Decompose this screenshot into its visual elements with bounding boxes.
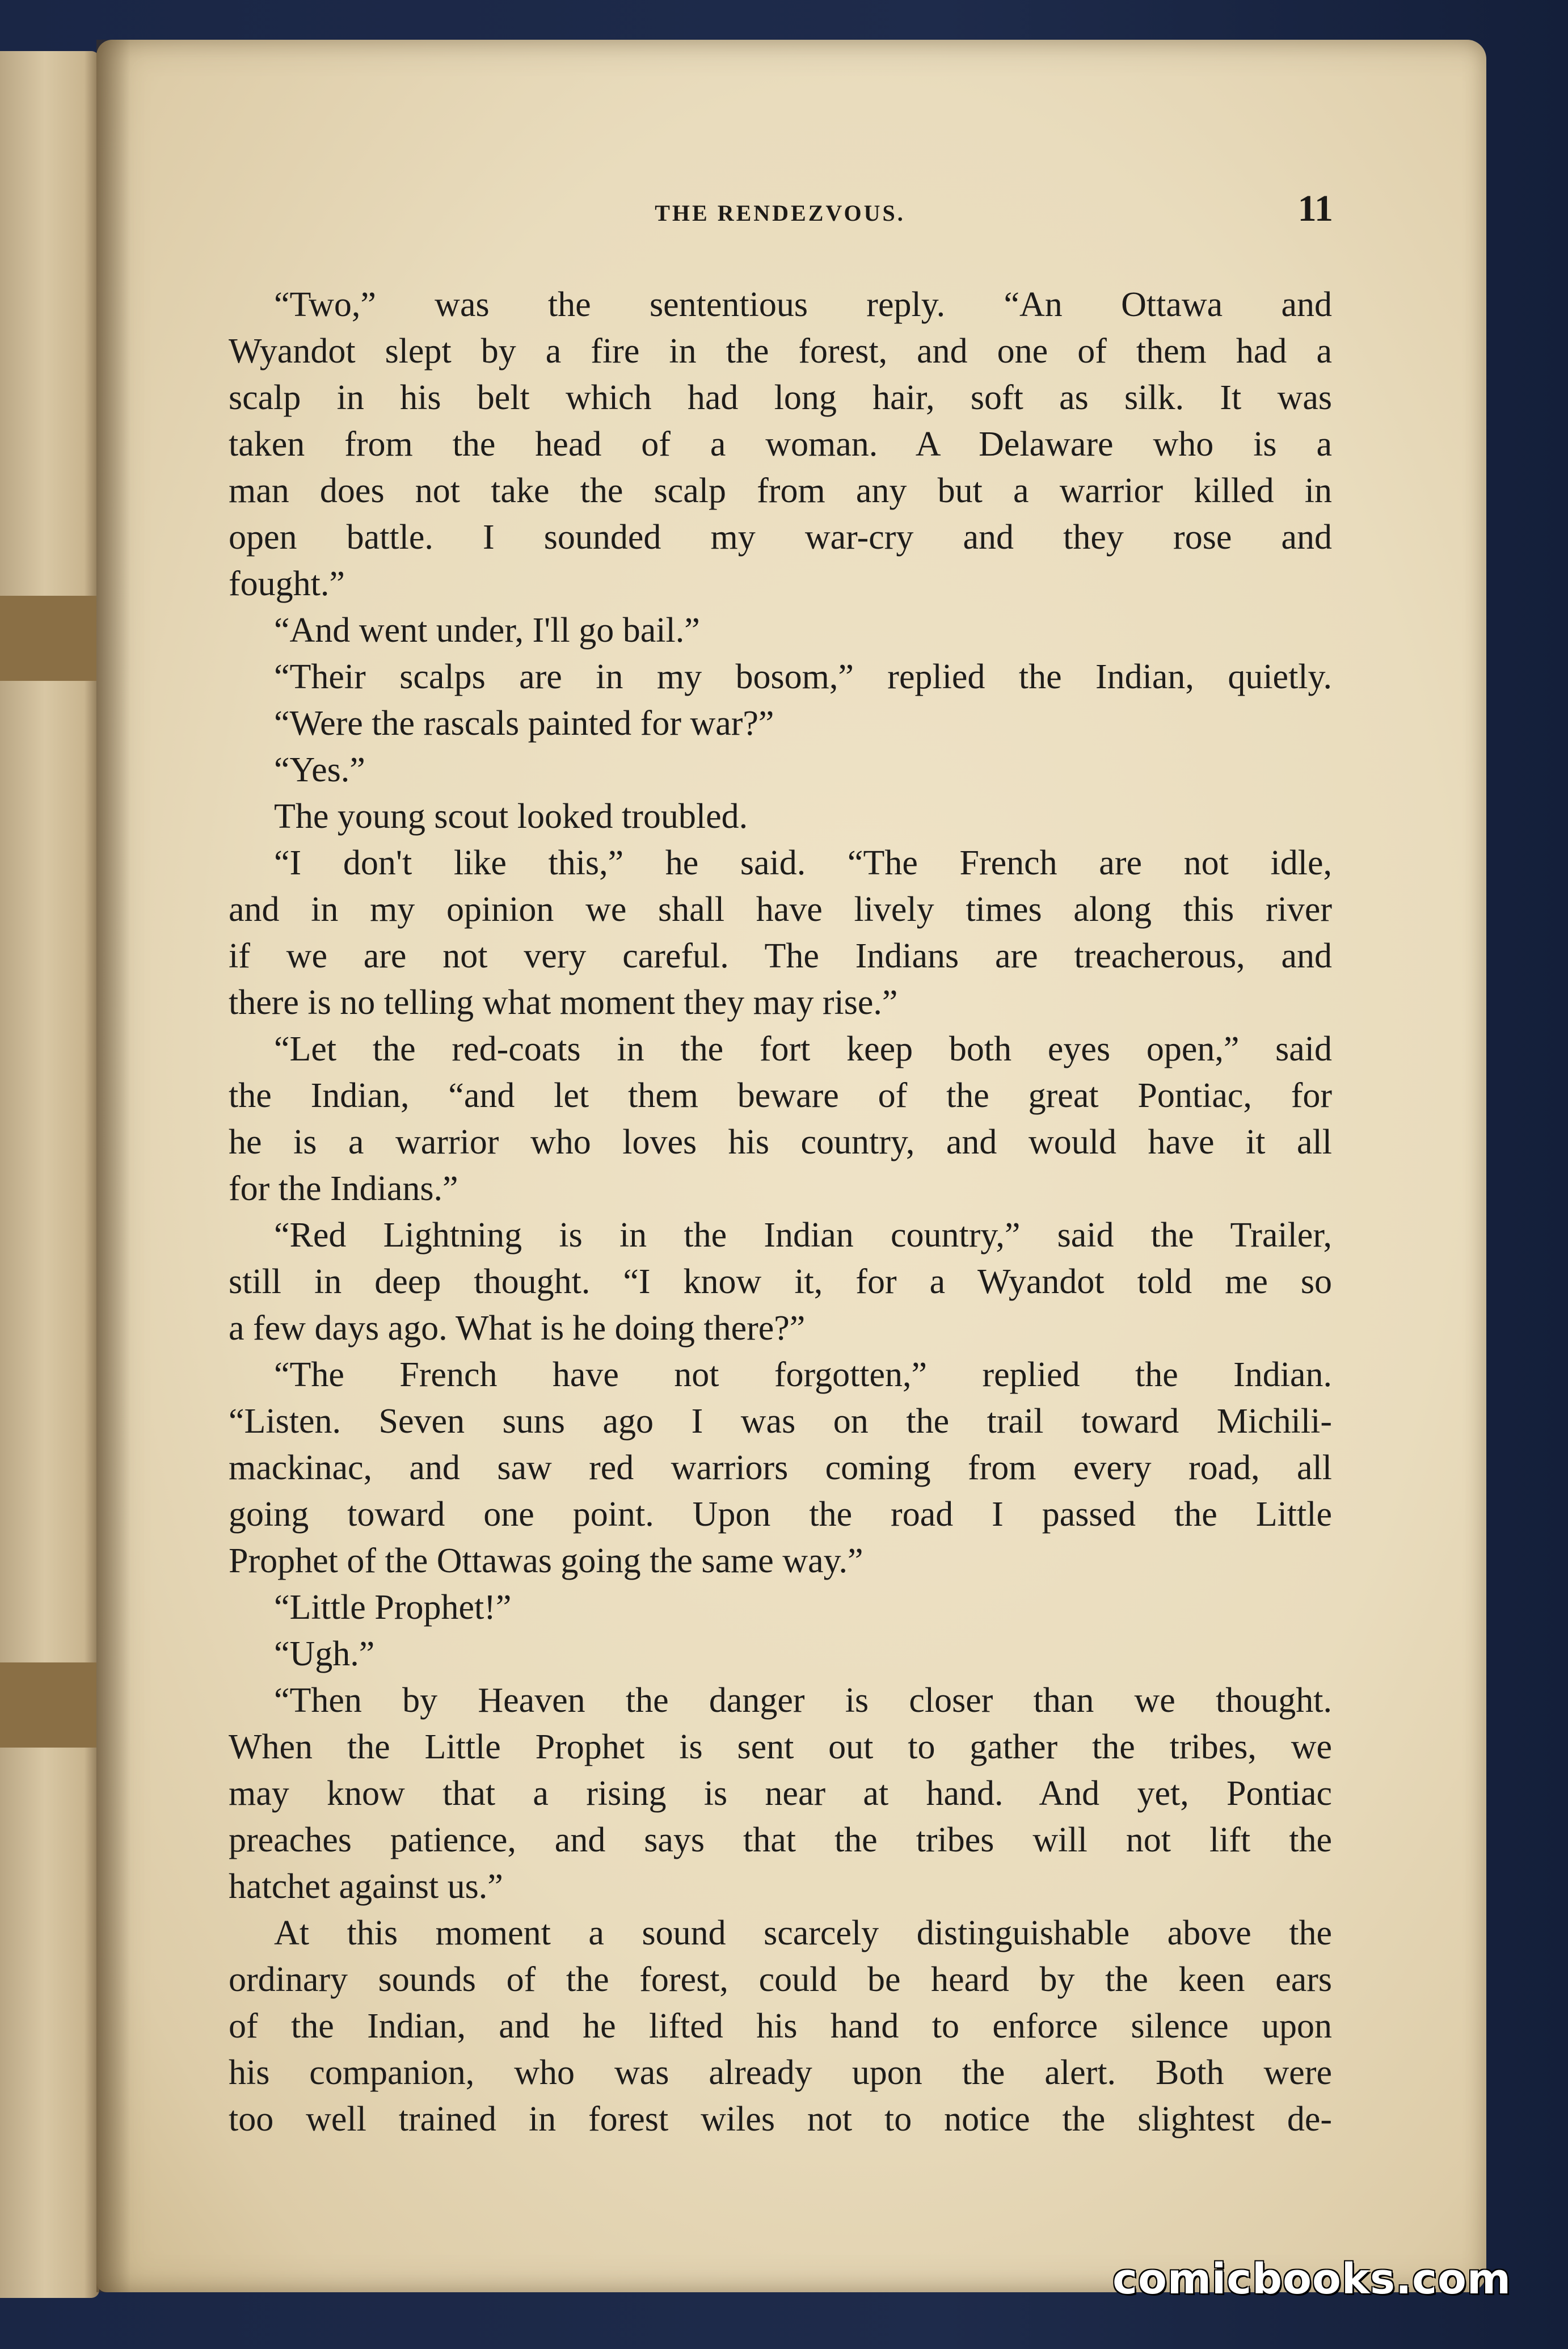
text-line: “Ugh.” <box>274 1635 375 1673</box>
text-line: “Then by Heaven the danger is closer than we thought. <box>274 1681 1332 1720</box>
text-line: When the Little Prophet is sent out to gather the tribes, we <box>229 1728 1332 1766</box>
text-line: for the Indians.” <box>229 1169 458 1208</box>
text-line: scalp in his belt which had long hair, soft as silk. It was <box>229 378 1332 417</box>
text-line: taken from the head of a woman. A Delaware who is a <box>229 425 1332 464</box>
text-line: “I don't like this,” he said. “The French are not idle, <box>274 844 1332 882</box>
page-header <box>227 187 1333 238</box>
text-line: hatchet against us.” <box>229 1867 503 1906</box>
text-line: if we are not very careful. The Indians are treacherous, and <box>229 937 1332 975</box>
text-line: a few days ago. What is he doing there?” <box>229 1309 806 1348</box>
page-number: 11 <box>1297 188 1333 229</box>
page-gutter-shadow <box>96 40 130 2292</box>
text-line: and in my opinion we shall have lively times along this river <box>229 890 1332 929</box>
text-line: preaches patience, and says that the tribes will not lift the <box>229 1821 1332 1859</box>
text-line: Prophet of the Ottawas going the same way.” <box>229 1542 863 1580</box>
text-line: there is no telling what moment they may rise.” <box>229 983 898 1022</box>
text-line: “Yes.” <box>274 751 365 789</box>
text-line: going toward one point. Upon the road I passed the Little <box>229 1495 1332 1534</box>
text-line: Wyandot slept by a fire in the forest, and one of them had a <box>229 332 1332 371</box>
text-line: too well trained in forest wiles not to notice the slightest de- <box>229 2100 1332 2138</box>
text-line: mackinac, and saw red warriors coming from every road, all <box>229 1449 1332 1487</box>
text-line: fought.” <box>229 565 345 603</box>
text-line: “Two,” was the sententious reply. “An Ottawa and <box>274 285 1332 324</box>
text-line: The young scout looked troubled. <box>274 797 748 836</box>
text-line: the Indian, “and let them beware of the great Pontiac, for <box>229 1076 1332 1115</box>
text-line: man does not take the scalp from any but a warrior killed in <box>229 472 1332 510</box>
running-head: THE RENDEZVOUS. <box>655 200 905 226</box>
text-line: “Were the rascals painted for war?” <box>274 704 774 743</box>
text-line: of the Indian, and he lifted his hand to enforce silence upon <box>229 2007 1332 2045</box>
text-line: “Little Prophet!” <box>274 1588 512 1627</box>
text-line: “And went under, I'll go bail.” <box>274 611 700 650</box>
text-line: ordinary sounds of the forest, could be heard by the keen ears <box>229 1960 1332 1999</box>
text-line: “Let the red-coats in the fort keep both eyes open,” said <box>274 1030 1332 1068</box>
text-line: open battle. I sounded my war-cry and they rose and <box>229 518 1332 557</box>
body-text <box>229 281 1332 2142</box>
text-line: “Red Lightning is in the Indian country,” said the Trailer, <box>274 1216 1332 1255</box>
facing-page-edge <box>0 51 99 2298</box>
site-watermark: comicbooks.com <box>1112 2255 1511 2304</box>
text-line: “Their scalps are in my bosom,” replied the Indian, quietly. <box>274 658 1332 696</box>
text-line: “Listen. Seven suns ago I was on the trail toward Michili- <box>229 1402 1332 1441</box>
text-line: may know that a rising is near at hand. And yet, Pontiac <box>229 1774 1332 1813</box>
text-line: still in deep thought. “I know it, for a Wyandot told me so <box>229 1262 1332 1301</box>
text-line: his companion, who was already upon the alert. Both were <box>229 2053 1332 2092</box>
text-line: At this moment a sound scarcely distinguishable above the <box>274 1914 1332 1952</box>
text-line: “The French have not forgotten,” replied the Indian. <box>274 1355 1332 1394</box>
text-line: he is a warrior who loves his country, and would have it all <box>229 1123 1332 1161</box>
